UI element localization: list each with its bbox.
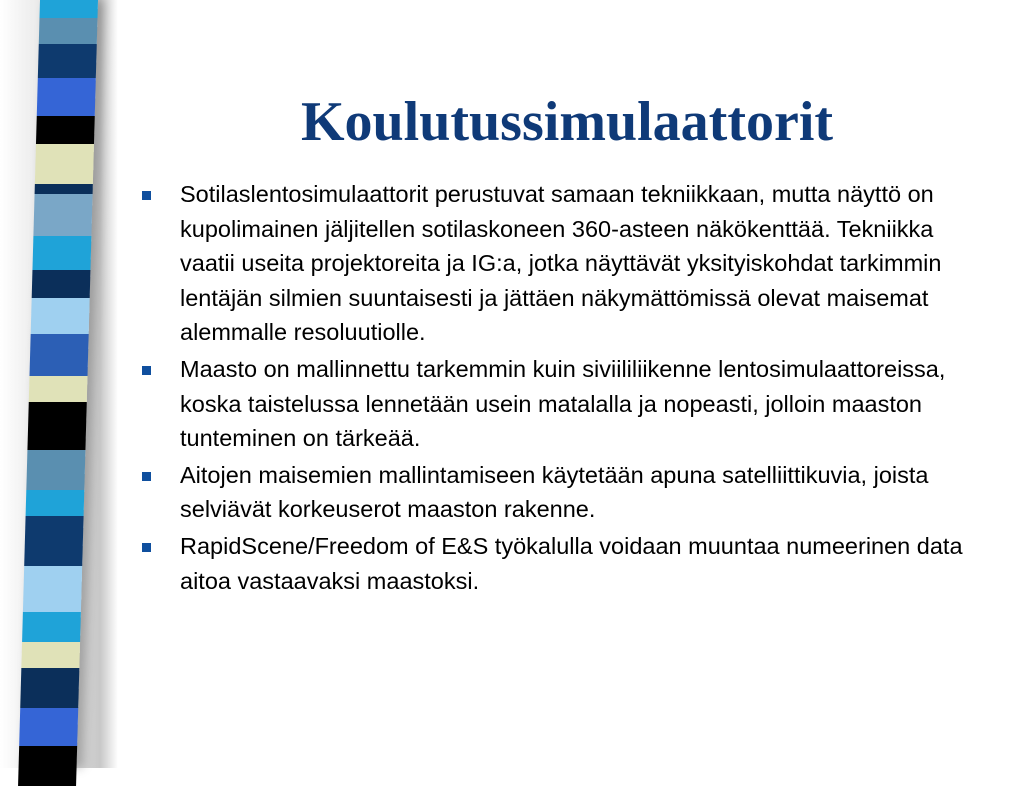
bullet-text: Aitojen maisemien mallintamiseen käytetään apuna satelliittikuvia, joista selviävät korkeuserot maaston rakenne. bbox=[180, 461, 929, 523]
square-bullet-icon bbox=[142, 191, 151, 200]
slide-title: Koulutussimulaattorit bbox=[300, 90, 834, 153]
bullet-item bbox=[142, 458, 992, 527]
bullet-text: Maasto on mallinnettu tarkemmin kuin siviililiikenne lentosimulaattoreissa, koska taistelussa lennetään usein matalalla ja nopeasti, jolloin maaston tunteminen on tärkeää. bbox=[180, 355, 946, 452]
bullet-text: RapidScene/Freedom of E&S työkalulla voidaan muuntaa numeerinen data aitoa vastaavaksi maastoksi. bbox=[180, 532, 963, 594]
bullet-list bbox=[142, 177, 992, 600]
square-bullet-icon bbox=[142, 543, 151, 552]
bullet-item bbox=[142, 529, 992, 598]
bullet-text: Sotilaslentosimulaattorit perustuvat samaan tekniikkaan, mutta näyttö on kupolimainen jäljitellen sotilaskoneen 360-asteen näkökenttää. Tekniikka vaatii useita projektoreita ja IG:a, jotka näyttävät yksityiskohdat tarkimmin lentäjän silmien suuntaisesti ja jättäen näkymättömissä olevat maisemat alemmalle resoluutiolle. bbox=[180, 181, 942, 346]
square-bullet-icon bbox=[142, 366, 151, 375]
square-bullet-icon bbox=[142, 472, 151, 481]
bullet-item bbox=[142, 177, 992, 350]
bullet-item bbox=[142, 352, 992, 456]
